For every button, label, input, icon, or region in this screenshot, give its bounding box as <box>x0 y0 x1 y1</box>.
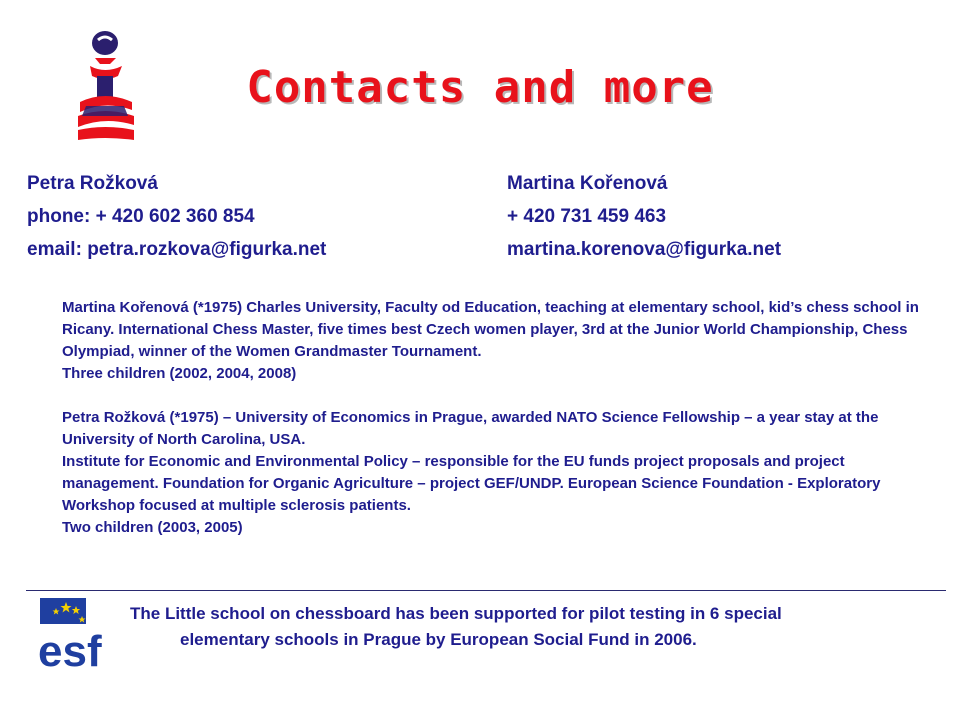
contact-name: Petra Rožková <box>27 173 158 194</box>
bio-petra-work: Institute for Economic and Environmental Policy – responsible for the EU funds project proposals and project management. Foundation for Organic Agriculture – project GEF/UNDP. European Science Foundation - Exploratory Workshop focused at multiple sclerosis patients. <box>62 453 881 514</box>
contact-petra <box>27 167 326 266</box>
bio-martina-children: Three children (2002, 2004, 2008) <box>62 365 297 382</box>
esf-logo-icon <box>36 594 120 670</box>
footer-line-2: elementary schools in Prague by European Social Fund in 2006. <box>180 630 697 649</box>
footer-line-1: The Little school on chessboard has been supported for pilot testing in 6 special <box>130 604 782 623</box>
bio-petra-children: Two children (2003, 2005) <box>62 519 243 536</box>
contact-phone: + 420 731 459 463 <box>507 206 667 227</box>
svg-text:esf: esf <box>38 627 102 670</box>
page-title: Contacts and more <box>246 62 714 113</box>
bio-martina: Martina Kořenová (*1975) Charles University, Faculty od Education, teaching at elementary school, kid’s chess school in Ricany. International Chess Master, five times best Czech women player, 3rd at the Junior World Championship, Chess Olympiad, winner of the Women Grandmaster Tournament. <box>62 299 919 360</box>
contact-phone: phone: + 420 602 360 854 <box>27 206 255 227</box>
contact-martina <box>507 167 781 266</box>
contact-email[interactable]: martina.korenova@figurka.net <box>507 239 782 260</box>
bio-section <box>62 297 942 539</box>
contact-email[interactable]: email: petra.rozkova@figurka.net <box>27 239 327 260</box>
bio-petra-education: Petra Rožková (*1975) – University of Economics in Prague, awarded NATO Science Fellowship – a year stay at the University of North Carolina, USA. <box>62 409 879 448</box>
footer-note <box>130 601 950 653</box>
contact-name: Martina Kořenová <box>507 173 668 194</box>
divider <box>26 590 946 591</box>
